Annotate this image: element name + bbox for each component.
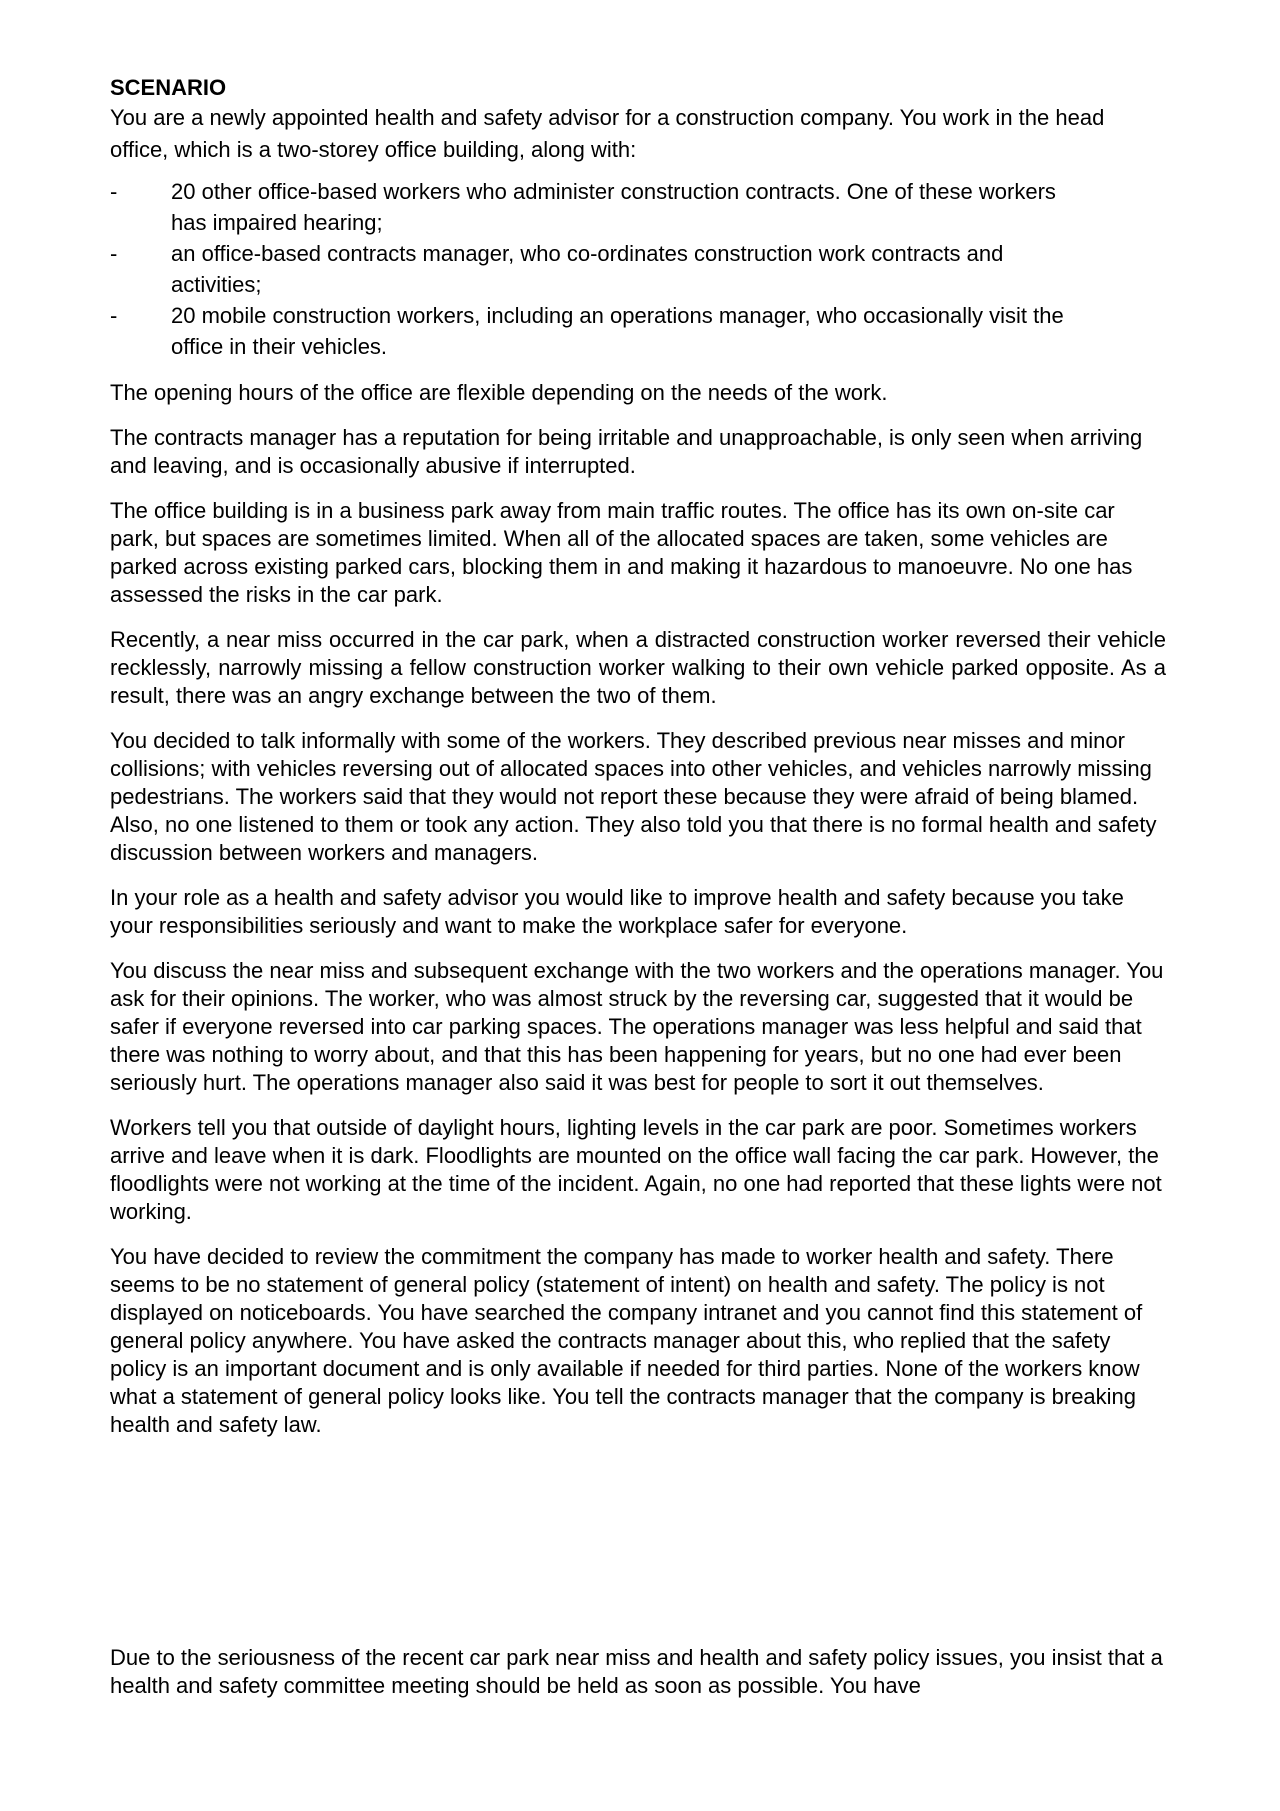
worker-talk-paragraph: You decided to talk informally with some of the workers. They described previous near misses and minor collisions; with vehicles reversing out of allocated spaces into other vehicles, and vehicles narrowly missing pedestrians. The workers said that they would not report these because they were afraid of being blamed. Also, no one listened to them or took any action. They also told you that there is no formal health and safety discussion between workers and managers. <box>110 728 1157 865</box>
document-page <box>110 74 1166 1717</box>
contracts-manager-paragraph: The contracts manager has a reputation for being irritable and unapproachable, is only seen when arriving and leaving, and is occasionally abusive if interrupted. <box>110 425 1143 478</box>
staff-list <box>110 176 1166 362</box>
intro-paragraph: You are a newly appointed health and safety advisor for a construction company. You work in the head office, which is a two-storey office building, along with: <box>110 105 1105 162</box>
policy-paragraph: You have decided to review the commitment the company has made to worker health and safety. There seems to be no statement of general policy (statement of intent) on health and safety. The policy is not displayed on noticeboards. You have searched the company intranet and you cannot find this statement of general policy anywhere. You have asked the contracts manager about this, who replied that the safety policy is an important document and is only available if needed for third parties. None of the workers know what a statement of general policy looks like. You tell the contracts manager that the company is breaking health and safety law. <box>110 1244 1143 1437</box>
discussion-paragraph: You discuss the near miss and subsequent exchange with the two workers and the operations manager. You ask for their opinions. The worker, who was almost struck by the reversing car, suggested that it would be safer if everyone reversed into car parking spaces. The operations manager was less helpful and said that there was nothing to worry about, and that this has been happening for years, but no one had ever been seriously hurt. The operations manager also said it was best for people to sort it out themselves. <box>110 958 1164 1095</box>
near-miss-paragraph: Recently, a near miss occurred in the car park, when a distracted construction worker reversed their vehicle recklessly, narrowly missing a fellow construction worker walking to their own vehicle parked opposite. As a result, there was an angry exchange between the two of them. <box>110 627 1166 708</box>
list-item <box>110 238 1166 300</box>
list-marker: - <box>110 303 118 328</box>
list-marker: - <box>110 241 118 266</box>
car-park-paragraph: The office building is in a business park away from main traffic routes. The office has its own on-site car park, but spaces are sometimes limited. When all of the allocated spaces are taken, some vehicles are parked across existing parked cars, blocking them in and making it hazardous to manoeuvre. No one has assessed the risks in the car park. <box>110 498 1133 607</box>
list-item-text: an office-based contracts manager, who co-ordinates construction work contracts and activities; <box>171 241 1004 297</box>
list-item-text: 20 mobile construction workers, including an operations manager, who occasionally visit the office in their vehicles. <box>171 303 1064 359</box>
list-item-text: 20 other office-based workers who administer construction contracts. One of these workers has impaired hearing; <box>171 179 1056 235</box>
advisor-role-paragraph: In your role as a health and safety advisor you would like to improve health and safety because you take your responsibilities seriously and want to make the workplace safer for everyone. <box>110 885 1124 938</box>
list-item <box>110 300 1166 362</box>
scenario-heading: SCENARIO <box>110 75 227 100</box>
list-marker: - <box>110 179 118 204</box>
lighting-paragraph: Workers tell you that outside of daylight hours, lighting levels in the car park are poor. Sometimes workers arrive and leave when it is dark. Floodlights are mounted on the office wall facing the car park. However, the floodlights were not working at the time of the incident. Again, no one had reported that these lights were not working. <box>110 1115 1162 1224</box>
blank-space <box>110 1456 1166 1644</box>
opening-hours-paragraph: The opening hours of the office are flexible depending on the needs of the work. <box>110 380 888 405</box>
list-item <box>110 176 1166 238</box>
final-paragraph: Due to the seriousness of the recent car park near miss and health and safety policy issues, you insist that a health and safety committee meeting should be held as soon as possible. You have <box>110 1645 1163 1698</box>
